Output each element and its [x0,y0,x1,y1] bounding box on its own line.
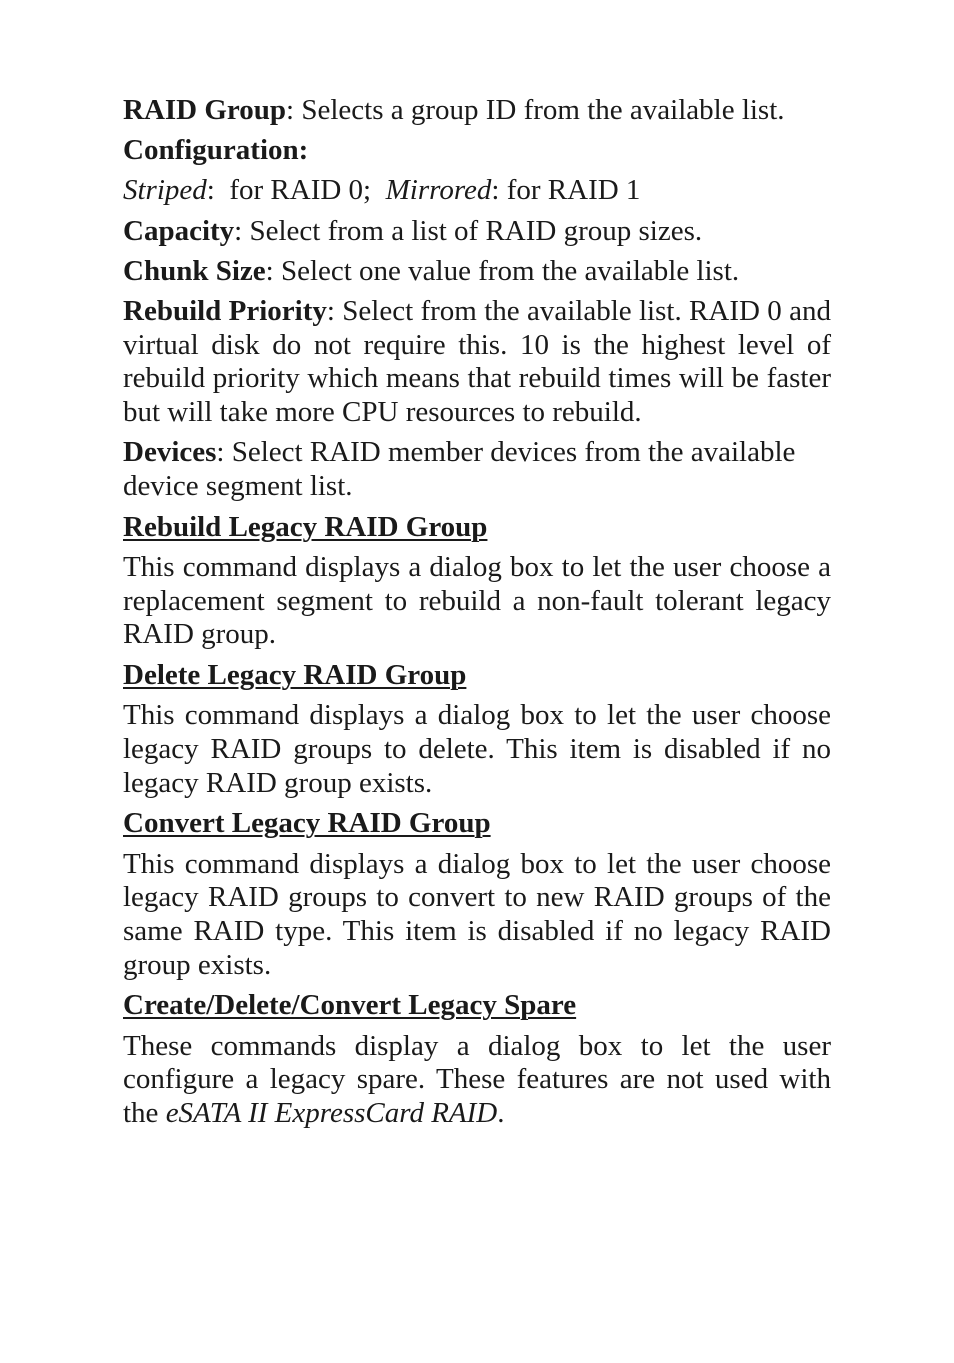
mirrored-term: Mirrored [385,174,492,207]
mirrored-description: : for RAID 1 [491,174,641,207]
field-description: : Select RAID member devices from the available device segment list. [123,436,796,503]
product-name: eSATA II ExpressCard RAID [165,1096,498,1129]
rebuild-legacy-heading: Rebuild Legacy RAID Group [123,510,488,543]
capacity-field [123,215,831,249]
delete-legacy-body: This command displays a dialog box to let the user choose legacy RAID groups to delete. This item is disabled if no legacy RAID group exists. [123,699,831,799]
field-description: : Select from the available list. RAID 0 and virtual disk do not require this. 10 is the highest level of rebuild priority which means that rebuild times will be faster but will take more CPU resources to rebuild. [123,295,831,429]
configuration-label: Configuration: [123,134,309,167]
field-term: RAID Group [123,94,287,126]
field-description: : Selects a group ID from the available list. [286,94,785,126]
document-page [123,94,831,1137]
field-term: Rebuild Priority [123,295,327,328]
field-term: Capacity [123,214,235,247]
field-term: Chunk Size [123,254,266,287]
configuration-options [123,174,831,208]
legacy-spare-body [123,1030,831,1131]
legacy-spare-heading: Create/Delete/Convert Legacy Spare [123,989,577,1022]
legacy-spare-text-end: . [497,1096,505,1129]
rebuild-legacy-body: This command displays a dialog box to let the user choose a replacement segment to rebuild a non-fault tolerant legacy RAID group. [123,550,831,651]
field-description: : Select one value from the available list. [265,254,740,287]
raid-group-field [123,94,831,128]
rebuild-priority-field [123,295,831,430]
convert-legacy-body: This command displays a dialog box to let the user choose legacy RAID groups to convert to new RAID groups of the same RAID type. This item is disabled if no legacy RAID group exists. [123,847,831,981]
striped-description: : for RAID 0; [206,174,386,207]
devices-field [123,436,831,503]
striped-term: Striped [123,174,207,207]
field-description: : Select from a list of RAID group sizes. [234,214,703,247]
field-term: Devices [123,436,217,469]
convert-legacy-heading: Convert Legacy RAID Group [123,807,491,840]
legacy-spare-text: These commands display a dialog box to let the user configure a legacy spare. These features are not used with the [123,1029,831,1129]
chunk-size-field [123,255,831,289]
delete-legacy-heading: Delete Legacy RAID Group [123,659,467,692]
